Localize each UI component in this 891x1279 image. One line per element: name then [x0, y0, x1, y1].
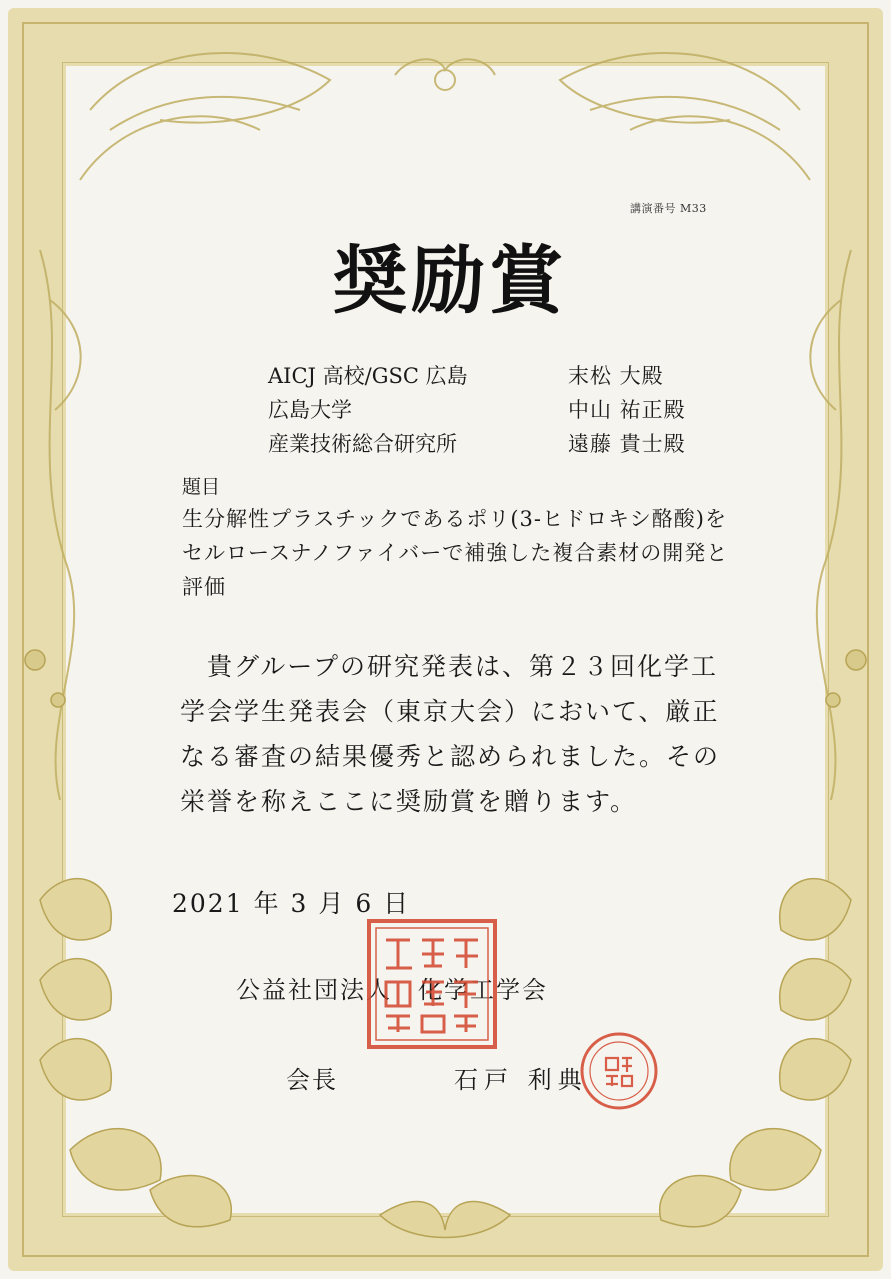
subject-label: 題目 — [182, 476, 221, 498]
lecture-number: 講演番号 M33 — [630, 202, 707, 215]
recipient-affiliation: 広島大学 — [268, 398, 352, 422]
organization-name: 公益社団法人 化学工学会 — [236, 976, 548, 1004]
award-title: 奨励賞 — [333, 238, 567, 324]
recipient-row — [268, 428, 738, 462]
president-title: 会長 — [286, 1066, 338, 1094]
official-seal-icon — [366, 918, 498, 1050]
recipient-name: 遠藤 貴士殿 — [568, 432, 686, 456]
recipients-list — [268, 360, 738, 462]
recipient-name: 中山 祐正殿 — [568, 398, 686, 422]
recipient-name: 末松 大殿 — [568, 364, 664, 388]
subject-text: 生分解性プラスチックであるポリ(3-ヒドロキシ酪酸)をセルロースナノファイバーで補強した複合素材の開発と評価 — [182, 507, 729, 599]
recipient-affiliation: 産業技術総合研究所 — [268, 432, 457, 456]
recipient-row — [268, 394, 738, 428]
president-seal-icon — [578, 1030, 660, 1112]
award-date: 2021 年 3 月 6 日 — [172, 889, 411, 918]
citation-text: 貴グループの研究発表は、第２３回化学工学会学生発表会（東京大会）において、厳正なる審査の結果優秀と認められました。その栄誉を称えここに奨励賞を贈ります。 — [180, 652, 721, 816]
recipient-affiliation: AICJ 高校/GSC 広島 — [268, 364, 468, 388]
recipient-row — [268, 360, 738, 394]
president-name: 石戸 利典 — [454, 1066, 588, 1094]
